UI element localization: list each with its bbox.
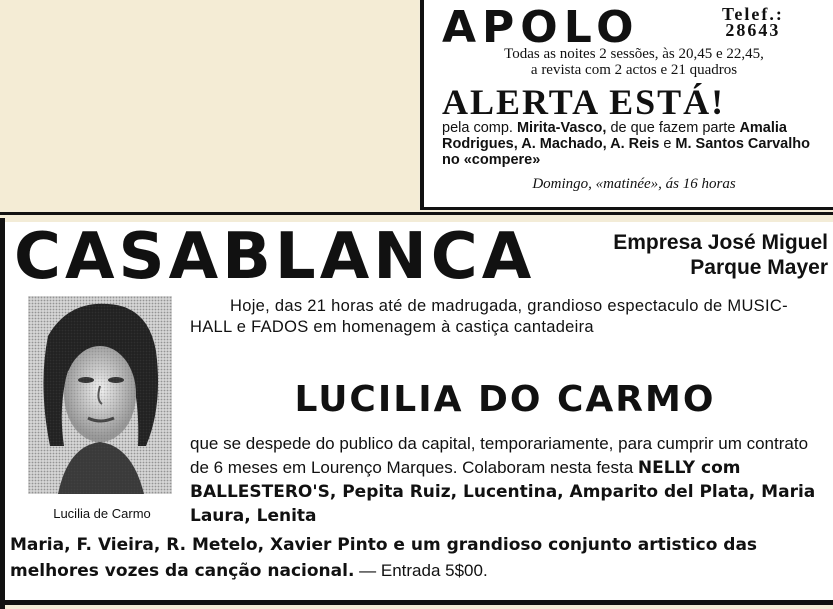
company-name: Mirita-Vasco, [516,120,607,136]
telephone [722,6,784,38]
cast-and: e [663,136,672,152]
final-performers: Maria, F. Vieira, R. Metelo, Xavier Pinto e um grandioso conjunto artistico das melhores vozes da canção nacional. [10,535,758,581]
cast-names: Amalia Rodrigues, A. Machado, A. Reis [442,120,787,152]
casablanca-title: CASABLANCA [14,220,536,294]
empresa-block [600,230,828,280]
sessions-line: Todas as noites 2 sessões, às 20,45 e 22,45, [504,46,764,62]
final-paragraph [10,532,830,584]
apolo-title: APOLO [442,2,640,53]
telephone-number: 28643 [725,20,781,40]
empresa-name: Empresa José Miguel [613,231,828,254]
show-title: ALERTA ESTÁ! [442,82,726,122]
details-paragraph [190,432,820,528]
portrait-photo [28,296,172,494]
matinee-line: Domingo, «matinée», ás 16 horas [532,176,736,192]
newsprint-background [0,0,418,210]
cast-intro: pela comp. [442,120,513,136]
divider-bottom [0,600,833,605]
details-text: que se despede do publico da capital, temporariamente, para cumprir um contrato de 6 meses em Lourenço Marques. Colaboram nesta festa [190,434,809,477]
divider-top [0,212,833,215]
artist-name: LUCILIA DO CARMO [294,379,716,420]
telephone-label: Telef.: [722,4,784,24]
revue-line: a revista com 2 actos e 21 quadros [530,62,738,78]
venue-location: Parque Mayer [690,256,828,279]
cast-mid: de que fazem parte [610,120,736,136]
compere-label: no «compere» [442,152,541,168]
details-performers: NELLY com BALLESTERO'S, Pepita Ruiz, Lucentina, Amparito del Plata, Maria Laura, Lenita [190,458,816,526]
cast-paragraph [442,120,822,168]
intro-paragraph: Hoje, das 21 horas até de madrugada, grandioso espectaculo de MUSIC-HALL e FADOS em homenagem à castiça cantadeira [190,297,788,336]
entrada-price: — Entrada 5$00. [359,561,488,580]
apolo-advertisement [420,0,833,210]
photo-caption: Lucilia de Carmo [53,506,151,521]
portrait-image [28,296,172,494]
border-left [0,218,5,609]
compere-name: M. Santos Carvalho [675,136,810,152]
